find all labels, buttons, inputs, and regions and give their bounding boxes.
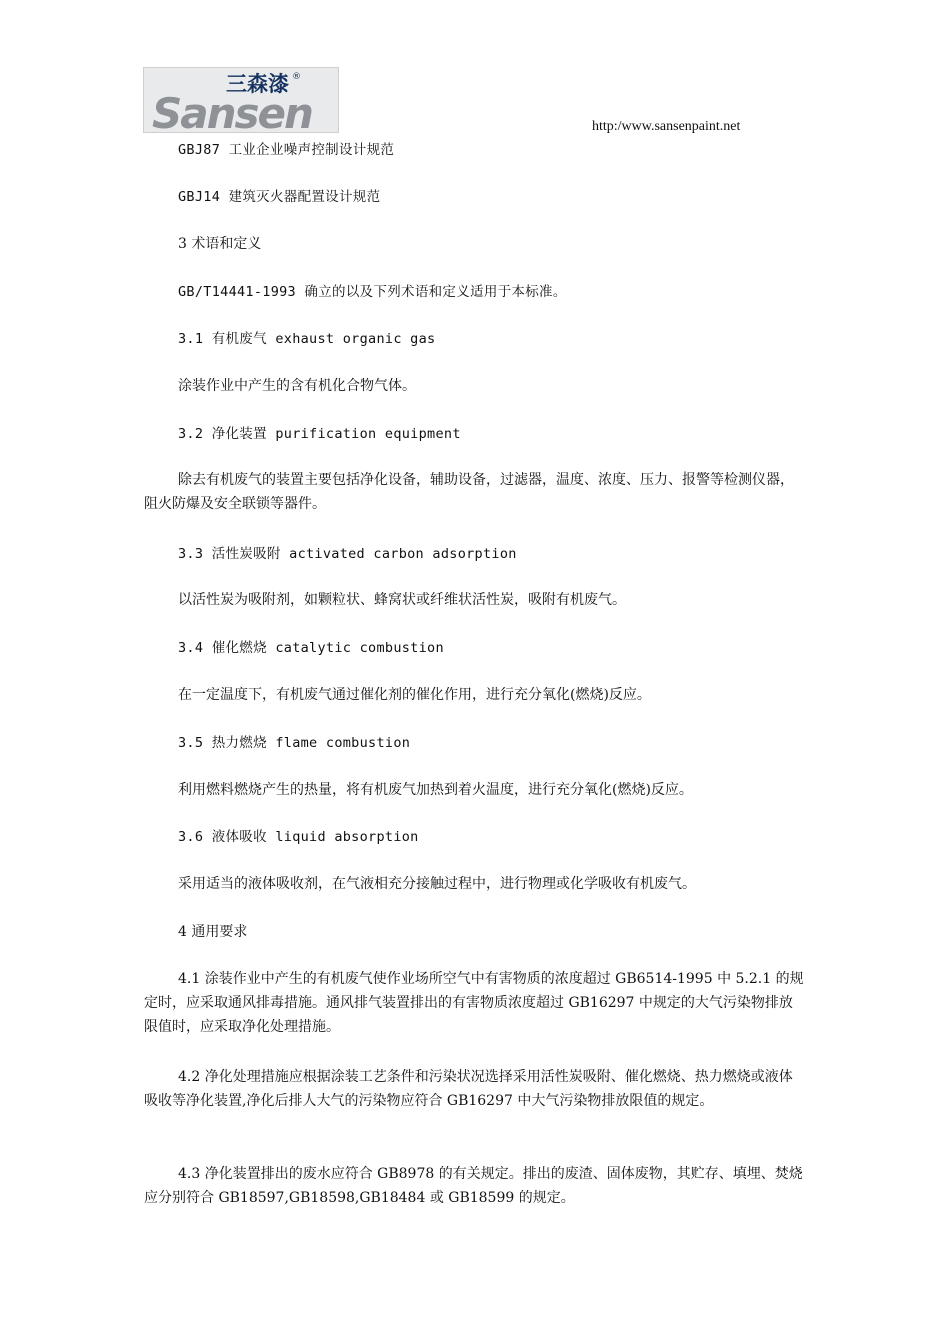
- term-3-5-heading: 3.5 热力燃烧 flame combustion: [178, 735, 411, 751]
- sansen-logo: [143, 67, 339, 133]
- term-3-2-heading: 3.2 净化装置 purification equipment: [178, 426, 461, 442]
- section-3-heading: 3 术语和定义: [178, 236, 262, 252]
- term-3-4-heading: 3.4 催化燃烧 catalytic combustion: [178, 640, 444, 656]
- ref-gbj87: GBJ87 工业企业噪声控制设计规范: [178, 142, 395, 158]
- term-3-1-definition: 涂装作业中产生的含有机化合物气体。: [178, 378, 416, 394]
- term-3-6-heading: 3.6 液体吸收 liquid absorption: [178, 829, 419, 845]
- clause-4-2: 4.2 净化处理措施应根据涂装工艺条件和污染状况选择采用活性炭吸附、催化燃烧、热力燃烧或液体吸收等净化装置,净化后排人大气的污染物应符合 GB16297 中大气污染物排放限值的规定。: [144, 1069, 793, 1109]
- website-url: http:/www.sansenpaint.net: [592, 119, 741, 134]
- term-3-6-definition: 采用适当的液体吸收剂，在气液相充分接触过程中，进行物理或化学吸收有机废气。: [178, 876, 696, 892]
- logo-cn-text: 三森漆: [226, 72, 289, 96]
- term-3-3-heading: 3.3 活性炭吸附 activated carbon adsorption: [178, 546, 517, 562]
- term-3-5-definition: 利用燃料燃烧产生的热量，将有机废气加热到着火温度，进行充分氧化(燃烧)反应。: [178, 782, 693, 798]
- section-3-intro: GB/T14441-1993 确立的以及下列术语和定义适用于本标准。: [178, 284, 567, 300]
- term-3-1-heading: 3.1 有机废气 exhaust organic gas: [178, 331, 436, 347]
- logo-en-text: Sansen: [152, 89, 312, 133]
- clause-4-3: 4.3 净化装置排出的废水应符合 GB8978 的有关规定。排出的废渣、固体废物，其贮存、填埋、焚烧应分别符合 GB18597,GB18598,GB18484 或 GB18599 的规定。: [144, 1166, 803, 1206]
- section-4-heading: 4 通用要求: [178, 924, 248, 940]
- term-3-2-definition: 除去有机废气的装置主要包括净化设备，辅助设备，过滤器，温度、浓度、压力、报警等检测仪器，阻火防爆及安全联锁等器件。: [144, 472, 794, 512]
- logo-graphic: [144, 68, 339, 133]
- clause-4-1: 4.1 涂装作业中产生的有机废气使作业场所空气中有害物质的浓度超过 GB6514-1995 中 5.2.1 的规定时，应采取通风排毒措施。通风排气装置排出的有害物质浓度超过 GB16297 中规定的大气污染物排放限值时，应采取净化处理措施。: [144, 971, 804, 1035]
- term-3-4-definition: 在一定温度下，有机废气通过催化剂的催化作用，进行充分氧化(燃烧)反应。: [178, 687, 651, 703]
- term-3-3-definition: 以活性炭为吸附剂，如颗粒状、蜂窝状或纤维状活性炭，吸附有机废气。: [178, 592, 626, 608]
- ref-gbj14: GBJ14 建筑灭火器配置设计规范: [178, 189, 381, 205]
- registered-mark: ®: [292, 72, 301, 82]
